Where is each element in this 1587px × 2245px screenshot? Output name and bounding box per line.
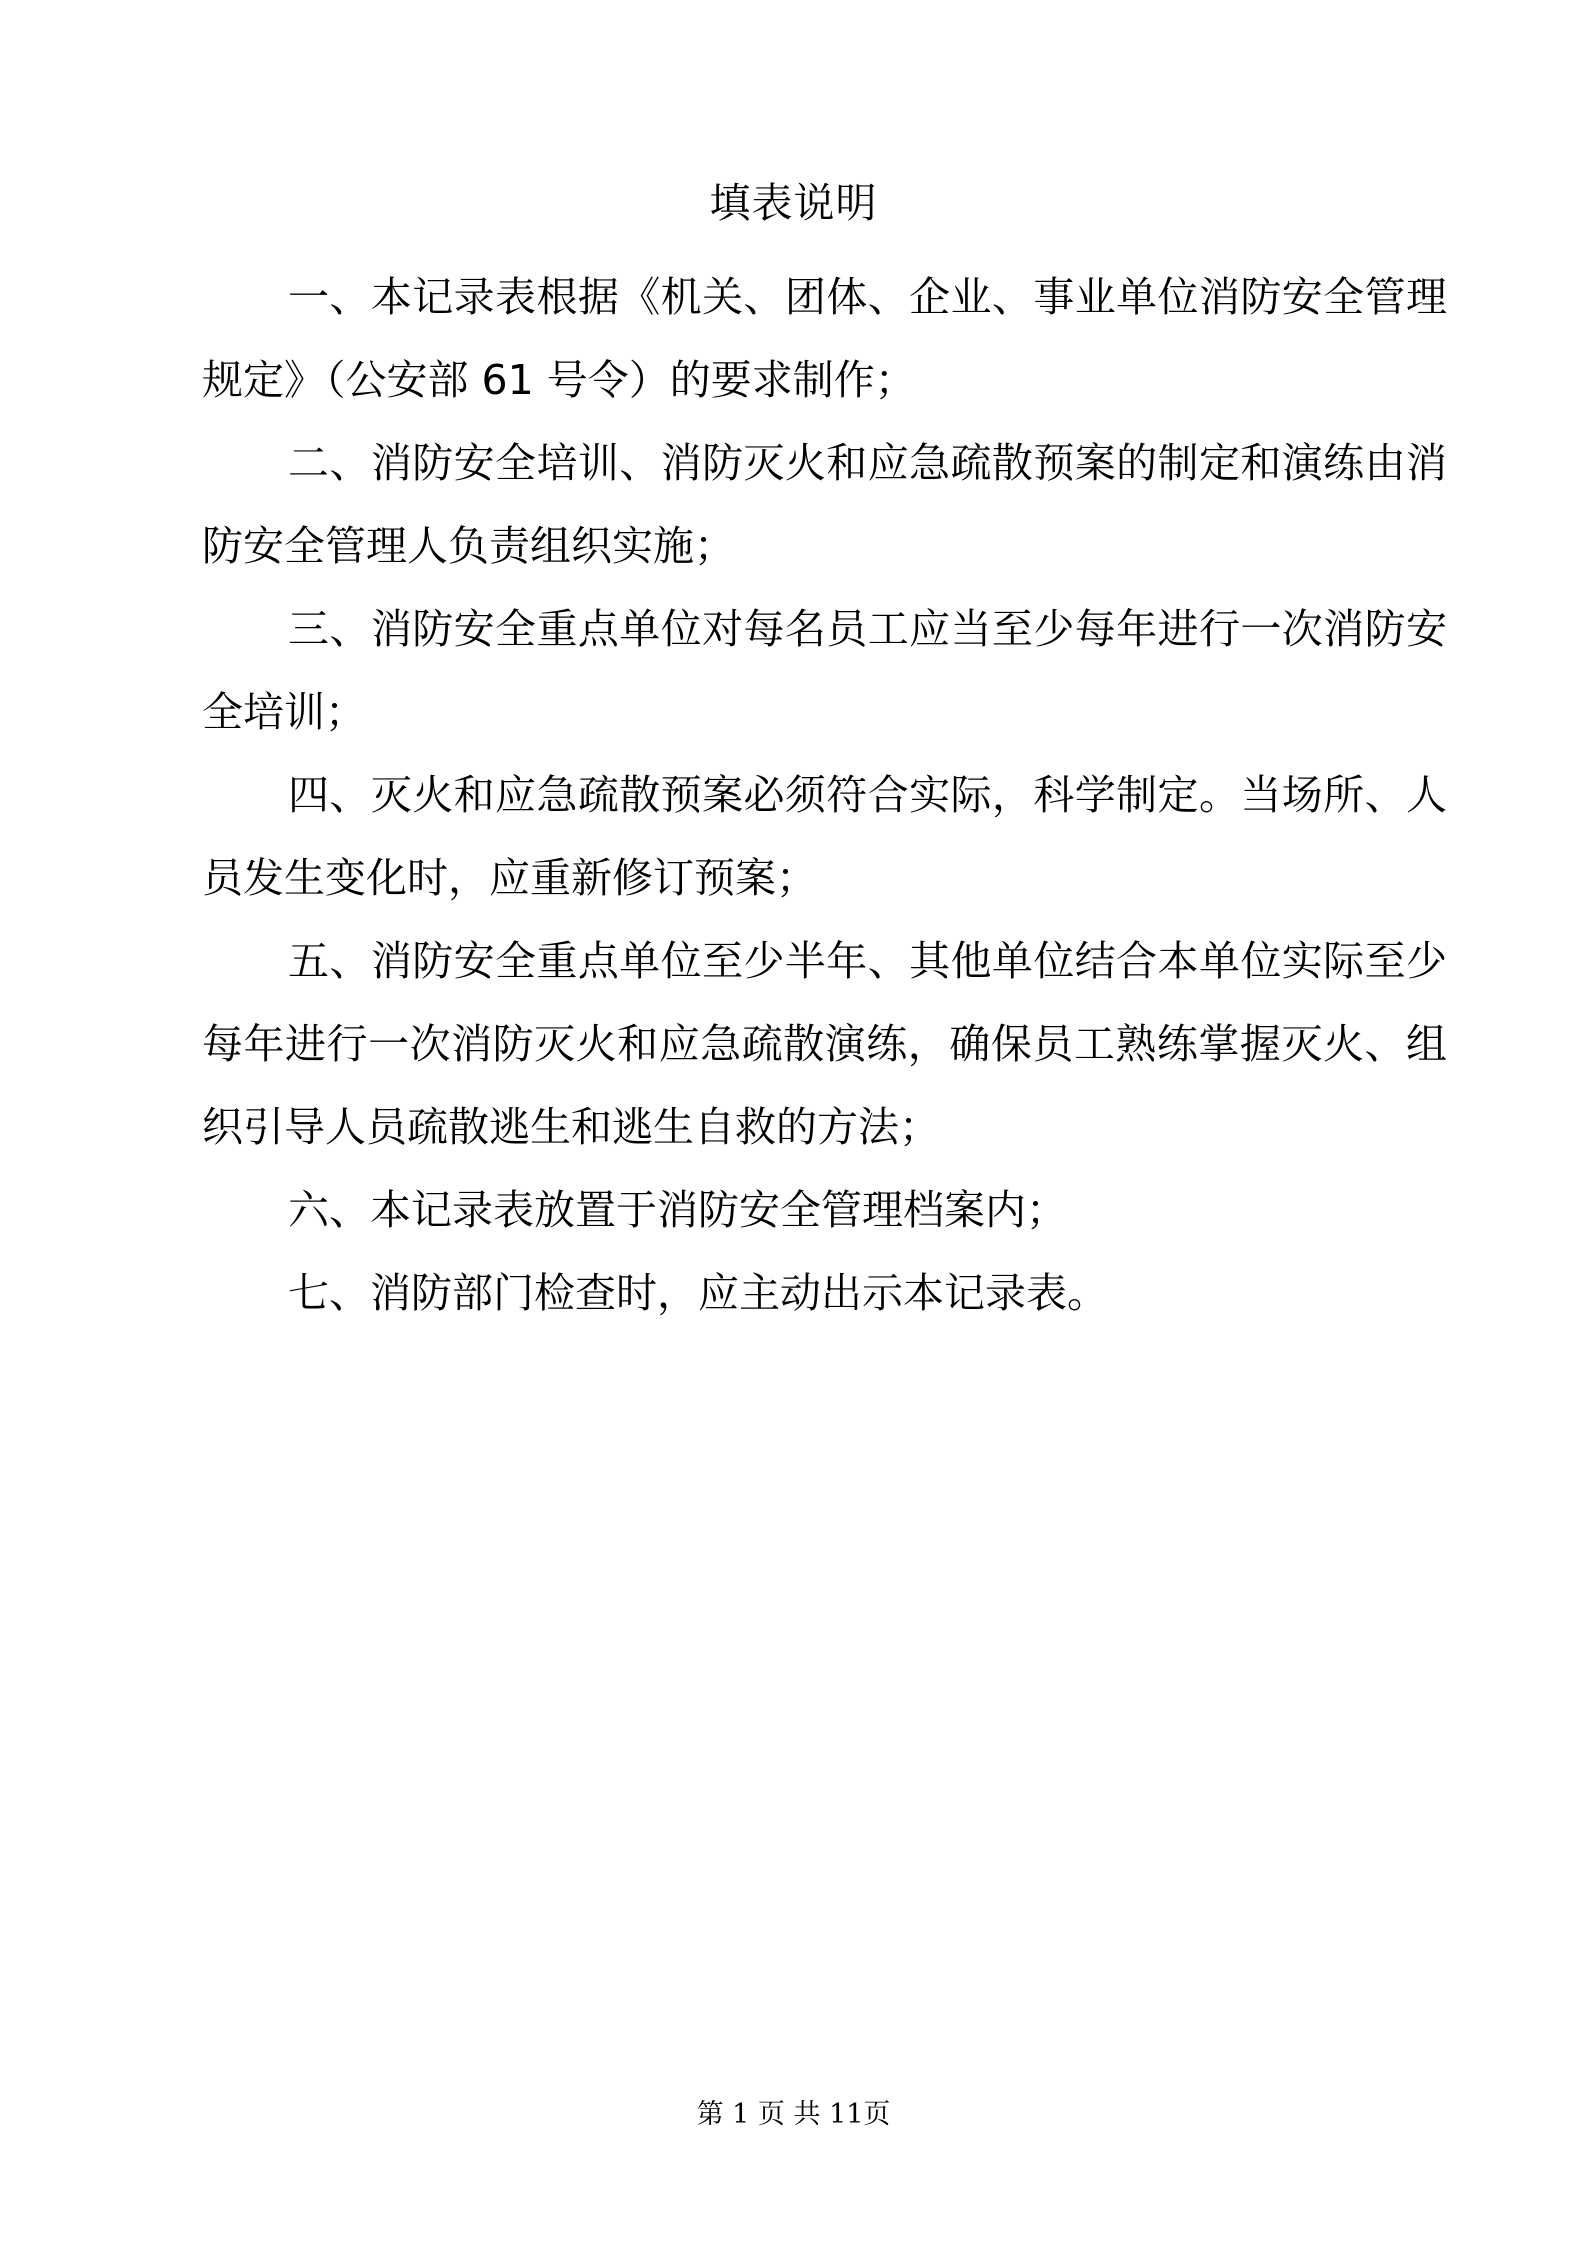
instruction-paragraph-7: 七、消防部门检查时，应主动出示本记录表。 <box>288 1269 1108 1317</box>
page-title: 填表说明 <box>709 179 878 227</box>
instruction-paragraph-4: 四、灭火和应急疏散预案必须符合实际，科学制定。当场所、人员发生变化时，应重新修订预案； <box>202 771 1447 902</box>
instruction-paragraph-3: 三、消防安全重点单位对每名员工应当至少每年进行一次消防安全培训； <box>202 605 1447 736</box>
instruction-paragraph-1: 一、本记录表根据《机关、团体、企业、事业单位消防安全管理规定》（公安部 61 号令）的要求制作； <box>202 273 1447 404</box>
page-footer <box>0 2095 1587 2135</box>
instruction-paragraph-2: 二、消防安全培训、消防灭火和应急疏散预案的制定和演练由消防安全管理人负责组织实施； <box>202 439 1447 570</box>
instruction-paragraph-6: 六、本记录表放置于消防安全管理档案内； <box>288 1186 1067 1234</box>
page-number-label: 第 1 页 共 11页 <box>696 2099 891 2130</box>
instructions-body <box>202 256 1447 1335</box>
instruction-paragraph-5: 五、消防安全重点单位至少半年、其他单位结合本单位实际至少每年进行一次消防灭火和应急疏散演练，确保员工熟练掌握灭火、组织引导人员疏散逃生和逃生自救的方法； <box>202 937 1447 1151</box>
